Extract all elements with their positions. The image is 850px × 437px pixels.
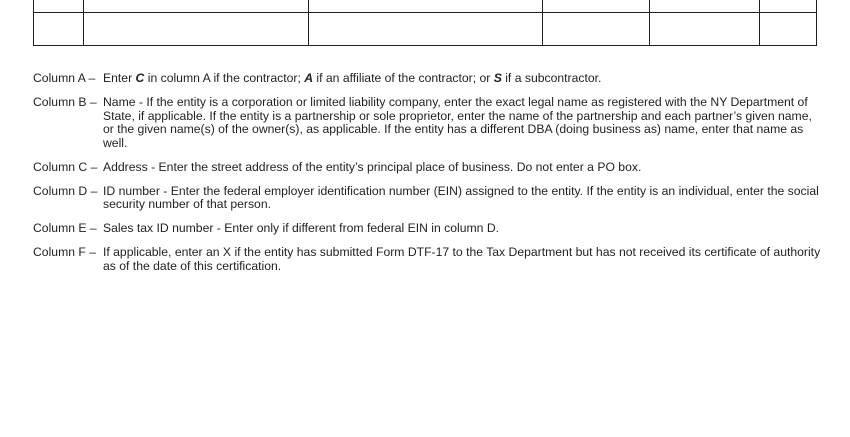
instruction-label: Column C –	[33, 159, 98, 174]
table-bottom-border	[33, 45, 817, 46]
table-cell-column-b[interactable]	[84, 13, 308, 45]
table-cell-column-e[interactable]	[650, 13, 759, 45]
instruction-label: Column A –	[33, 71, 96, 85]
code-affiliate: A	[304, 71, 314, 85]
instruction-text: Name - If the entity is a corporation or limited liability company, enter the exact legal name as registered with the NY Department of State, if applicable. If the entity is a partnership or sole proprietor, enter the name of the partnership and each partner’s given name, or the given name(s) of the owner(s), as applicable. If the entity has a different DBA (doing business as) name, enter that name as well.	[103, 94, 812, 150]
instruction-label: Column F –	[33, 245, 96, 260]
instruction-column-c	[33, 161, 823, 175]
table-cell-column-a[interactable]	[34, 13, 83, 45]
instruction-column-b	[33, 96, 823, 150]
code-contractor: C	[135, 71, 145, 85]
instruction-column-d	[33, 185, 823, 212]
instruction-text: Enter C in column A if the contractor; A if an affiliate of the contractor; or S if a subcontractor.	[103, 71, 602, 85]
instruction-text: Address - Enter the street address of the entity’s principal place of business. Do not enter a PO box.	[103, 159, 642, 174]
instruction-text: ID number - Enter the federal employer identification number (EIN) assigned to the entity. If the entity is an individual, enter the social security number of that person.	[103, 183, 819, 212]
table-cell-column-f[interactable]	[760, 13, 816, 45]
code-subcontractor: S	[493, 71, 502, 85]
instruction-text: If applicable, enter an X if the entity has submitted Form DTF-17 to the Tax Department but has not received its certificate of authority as of the date of this certification.	[103, 245, 821, 273]
column-instructions	[33, 72, 823, 284]
instruction-text: Sales tax ID number - Enter only if different from federal EIN in column D.	[103, 221, 500, 236]
table-cell-column-d[interactable]	[543, 13, 649, 45]
instruction-column-e	[33, 222, 823, 236]
instruction-label: Column D –	[33, 183, 98, 198]
table-cell-column-c[interactable]	[309, 13, 542, 45]
instruction-column-a	[33, 72, 823, 86]
table-right-border	[816, 0, 817, 46]
instruction-label: Column E –	[33, 221, 97, 236]
contractor-table	[33, 0, 817, 46]
instruction-label: Column B –	[33, 94, 97, 109]
instruction-column-f	[33, 246, 823, 273]
